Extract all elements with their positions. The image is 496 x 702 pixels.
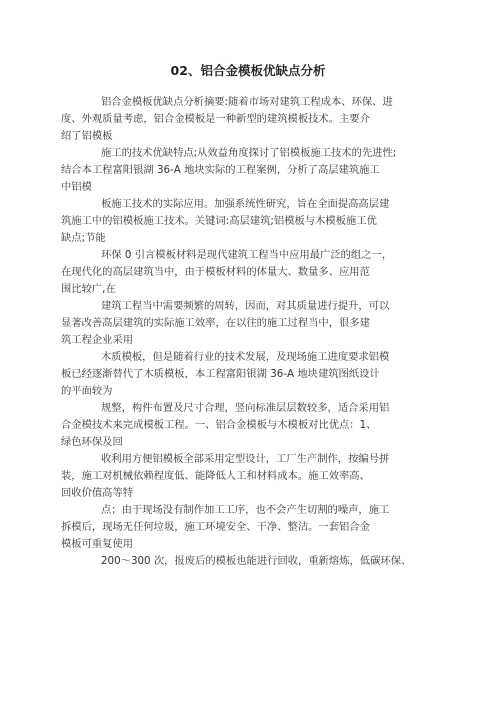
text-line: 绍了铝模板 (61, 130, 113, 142)
text-line: 建筑工程当中需要频繁的周转，因而，对其质量进行提升，可以 (101, 300, 390, 312)
text-line: 度、外观质量考虑，铝合金模板是一种新型的建筑模板技术。主要介 (61, 113, 370, 125)
text-line: 点；由于现场没有制作加工工序，也不会产生切割的噪声，施工 (101, 504, 390, 516)
document-body (61, 94, 437, 570)
text-line: 模板可重复使用 (61, 538, 134, 550)
text-line: 环保 0 引言模板材料是现代建筑工程当中应用最广泛的组之一， (101, 249, 393, 261)
paragraph-4 (61, 247, 437, 298)
paragraph-10 (61, 553, 437, 570)
text-line: 装，施工对机械依赖程度低、能降低人工和材料成本。施工效率高、 (61, 470, 370, 482)
paragraph-7 (61, 400, 437, 451)
paragraph-8 (61, 451, 437, 502)
paragraph-1 (61, 94, 437, 145)
text-line: 板已经逐渐替代了木质模板，本工程富阳银湖 36-A 地块建筑图纸设计 (61, 368, 380, 380)
text-line: 筑施工中的铝模板施工技术。关键词:高层建筑;铝模板与木模板施工优 (61, 215, 377, 227)
text-line: 结合本工程富阳银湖 36-A 地块实际的工程案例，分析了高层建筑施工 (61, 164, 380, 176)
text-line: 施工的技术优缺特点;从效益角度探讨了铝模板施工技术的先进性; (101, 147, 397, 159)
text-line: 中铝模 (61, 181, 92, 193)
paragraph-3 (61, 196, 437, 247)
text-line: 收利用方便铝模板全部采用定型设计，工厂生产制作，按编号拼 (101, 453, 390, 465)
text-line: 在现代化的高层建筑当中，由于模板材料的体量大、数量多、应用范 (61, 266, 370, 278)
paragraph-9 (61, 502, 437, 553)
text-line: 回收价值高等特 (61, 487, 134, 499)
paragraph-2 (61, 145, 437, 196)
text-line: 规整，构件布置及尺寸合理，竖向标准层层数较多，适合采用铝 (101, 402, 390, 414)
text-line: 木质模板，但是随着行业的技术发展，及现场施工进度要求铝模 (101, 351, 390, 363)
text-line: 缺点;节能 (61, 232, 106, 244)
text-line: 板施工技术的实际应用。加强系统性研究，旨在全面提高高层建 (101, 198, 390, 210)
paragraph-6 (61, 349, 437, 400)
text-line: 合金模技术来完成模板工程。一、铝合金模板与木模板对比优点：1、 (61, 419, 377, 431)
text-line: 的平面较为 (61, 385, 113, 397)
text-line: 绿色环保及回 (61, 436, 123, 448)
text-line: 显著改善高层建筑的实际施工效率，在以往的施工过程当中，很多建 (61, 317, 370, 329)
text-line: 200～300 次，报废后的模板也能进行回收，重新熔炼，低碳环保、 (101, 555, 412, 567)
document-title: 02、铝合金模板优缺点分析 (170, 63, 326, 78)
text-line: 围比较广,在 (61, 283, 116, 295)
text-line: 铝合金模板优缺点分析摘要:随着市场对建筑工程成本、环保、进 (101, 96, 393, 108)
paragraph-5 (61, 298, 437, 349)
text-line: 筑工程企业采用 (61, 334, 134, 346)
text-line: 拆模后，现场无任何垃圾，施工环境安全、干净、整洁。一套铝合金 (61, 521, 370, 533)
